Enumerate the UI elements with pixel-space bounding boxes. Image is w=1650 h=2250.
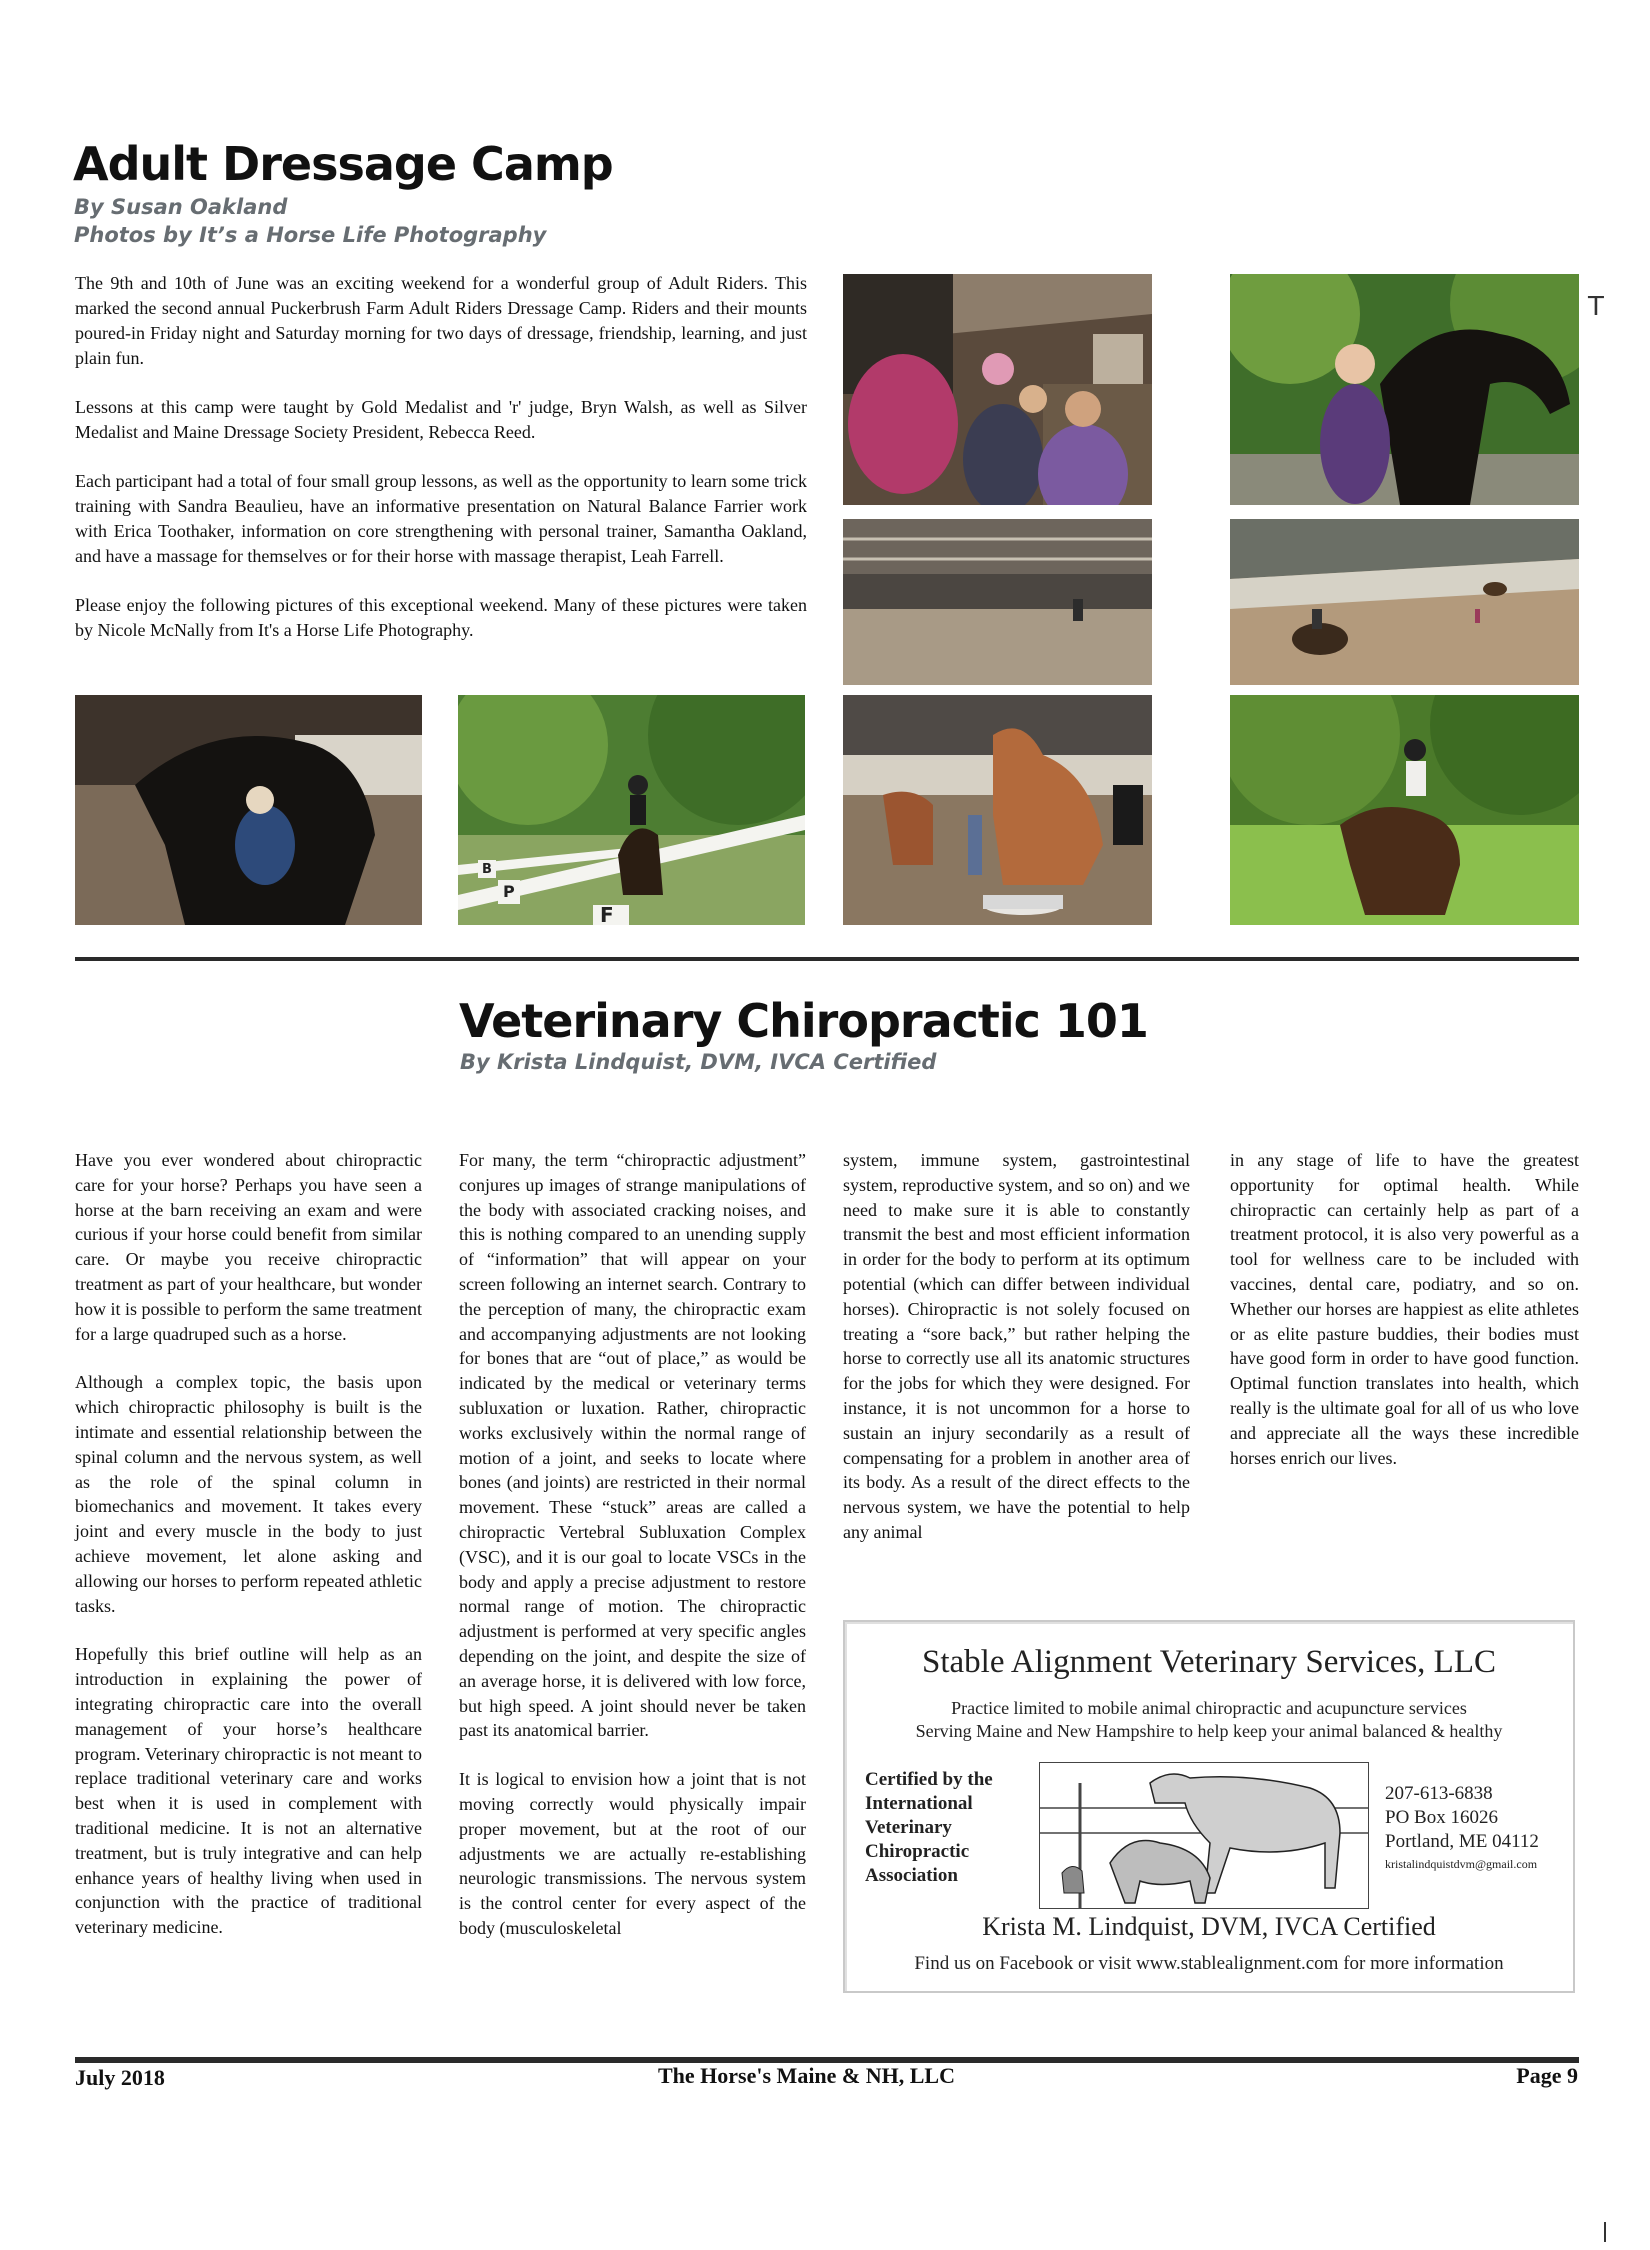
footer-publication: The Horse's Maine & NH, LLC	[658, 2063, 955, 2088]
ad-cert-line: Veterinary	[865, 1817, 952, 1838]
ad-certification	[865, 1768, 993, 1888]
ad-email: kristalindquistdvm@gmail.com	[1385, 1857, 1538, 1871]
ad-horse-dog-illustration	[1039, 1762, 1369, 1909]
section-divider	[75, 957, 1579, 961]
article2-paragraph: in any stage of life to have the greatest opportunity for optimal health. While chiropractic can certainly help as part of a treatment protocol, it is also very powerful as a tool for wellness care to be included with vaccines, dental care, podiatry, and so on. Whether our horses are happiest as elite athletes or as elite pasture buddies, their bodies must have good form in order to have good function. Optimal function translates into health, which really is the ultimate goal for all of us who love and appreciate all the ways these incredible horses enrich our lives.	[1230, 1150, 1579, 1468]
ad-phone: 207-613-6838	[1385, 1783, 1493, 1804]
footer-date: July 2018	[75, 2065, 165, 2090]
ad-region-line: Serving Maine and New Hampshire to help keep your animal balanced & healthy	[915, 1721, 1503, 1741]
ad-cert-line: Certified by the	[865, 1769, 993, 1790]
article2-column-2	[459, 1148, 806, 1965]
ad-company-name: Stable Alignment Veterinary Services, LLC	[921, 1644, 1497, 1680]
article2-paragraph: Have you ever wondered about chiropractic care for your horse? Perhaps you have seen a horse at the barn receiving an exam and were curious if your horse could benefit from similar care. Or maybe you receive chiropractic treatment as part of your healthcare, but wonder how it is possible to perform the same treatment for a large quadruped such as a horse.	[75, 1150, 422, 1344]
article2-title: Veterinary Chiropractic 101	[459, 994, 1148, 1048]
photo-arena-riders	[1230, 519, 1579, 685]
article1-paragraph: The 9th and 10th of June was an exciting weekend for a wonderful group of Adult Riders. This marked the second annual Puckerbrush Farm Adult Riders Dressage Camp. Riders and their mounts poured-in Friday night and Saturday morning for two days of dressage, friendship, learning, and just plain fun.	[75, 273, 807, 368]
article1-paragraph: Lessons at this camp were taught by Gold Medalist and 'r' judge, Bryn Walsh, as well as Silver Medalist and Maine Dressage Society President, Rebecca Reed.	[75, 397, 807, 442]
article1-body	[75, 271, 807, 667]
ad-pobox: PO Box 16026	[1385, 1807, 1498, 1828]
arena-letter: F	[600, 903, 614, 925]
arena-letter: B	[482, 862, 492, 877]
arena-letter: P	[503, 882, 515, 901]
ad-web-line: Find us on Facebook or visit www.stablealignment.com for more information	[914, 1953, 1504, 1974]
ad-city: Portland, ME 04112	[1385, 1831, 1539, 1852]
ad-services-line: Practice limited to mobile animal chiropractic and acupuncture services	[951, 1698, 1467, 1718]
ad-contact	[1385, 1782, 1539, 1874]
article2-column-4	[1230, 1148, 1579, 1494]
photo-indoor-arena-wide	[843, 519, 1152, 685]
ad-cert-line: International	[865, 1793, 973, 1814]
footer-page-number: Page 9	[1516, 2063, 1578, 2088]
ad-cert-line: Chiropractic	[865, 1841, 970, 1862]
article2-column-3	[843, 1148, 1190, 1569]
article1-paragraph: Please enjoy the following pictures of this exceptional weekend. Many of these pictures were taken by Nicole McNally from It's a Horse Life Photography.	[75, 595, 807, 640]
article2-paragraph: system, immune system, gastrointestinal system, reproductive system, and so on) and we need to make sure it is able to constantly transmit the best and most efficient information in order for the body to perform at its optimum potential (which can differ between individual horses). Chiropractic is not solely focused on treating a “sore back,” but rather helping the horse to correctly use all its anatomic structures for the jobs for which they were designed. For instance, it is not uncommon for a horse to sustain an injury secondarily as a result of compensating for a problem in another area of its body. As a result of the direct effects to the nervous system, we have the potential to help any animal	[843, 1150, 1190, 1542]
article2-paragraph: It is logical to envision how a joint that is not moving correctly would physically impair proper movement, but at the root of our adjustments we are actually re-establishing neurologic transmissions. The nervous system is the control center for every aspect of the body (musculoskeletal	[459, 1769, 806, 1938]
margin-mark: T	[1588, 292, 1604, 322]
photo-woman-dark-horse	[1230, 274, 1579, 505]
article2-paragraph: Although a complex topic, the basis upon which chiropractic philosophy is built is the intimate and essential relationship between the spinal column and the nervous system, as well as the role of the spinal column in biomechanics and movement. It takes every joint and every muscle in the body to just achieve movement, let alone asking and allowing our horses to perform repeated athletic tasks.	[75, 1372, 422, 1616]
article2-author: By Krista Lindquist, DVM, IVCA Certified	[460, 1050, 937, 1074]
article1-photo-credit: Photos by It’s a Horse Life Photography	[74, 223, 547, 247]
photo-riders-seated	[843, 274, 1152, 505]
article1-title: Adult Dressage Camp	[73, 137, 613, 191]
ad-cert-line: Association	[865, 1865, 958, 1886]
article2-paragraph: For many, the term “chiropractic adjustment” conjures up images of strange manipulations of the body with associated cracking noises, and this is nothing compared to an unending supply of “information” that will appear on your screen following an internet search. Contrary to the perception of many, the chiropractic exam and accompanying adjustments are not looking for bones that are “out of place,” as would be indicated by the medical or veterinary terms subluxation or luxation. Rather, chiropractic works exclusively within the normal range of motion of a joint, and seeks to locate where bones (and joints) are restricted in their normal movement. These “stuck” areas are called a chiropractic Vertebral Subluxation Complex (VSC), and it is our goal to locate VSCs in the body and apply a precise adjustment to restore normal range of motion. The chiropractic adjustment is performed at very specific angles depending on the joint, and despite the size of an average horse, it is delivered with low force, but high speed. A joint should never be taken past its anatomical barrier.	[459, 1150, 806, 1741]
article2-paragraph: Hopefully this brief outline will help as an introduction in explaining the power of integrating chiropractic care into the overall management of your horse’s healthcare program. Veterinary chiropractic is not meant to replace traditional veterinary care and works best when it is used in complement with traditional medicine. It is not an alternative treatment, but is truly integrative and can help enhance years of healthy living when used in conjunction with the practice of traditional veterinary medicine.	[75, 1644, 422, 1938]
stable-alignment-ad	[843, 1620, 1575, 1993]
article2-column-1	[75, 1148, 422, 1964]
photo-rider-outdoor-ring	[458, 695, 805, 925]
article1-author: By Susan Oakland	[74, 195, 288, 219]
article1-paragraph: Each participant had a total of four small group lessons, as well as the opportunity to learn some trick training with Sandra Beaulieu, have an informative presentation on Natural Balance Farrier work with Erica Toothaker, information on core strengthening with personal trainer, Samantha Oakland, and have a massage for themselves or for their horse with massage therapist, Leah Farrell.	[75, 471, 807, 566]
crop-mark	[1604, 2222, 1606, 2242]
ad-doctor-name: Krista M. Lindquist, DVM, IVCA Certified	[982, 1912, 1436, 1941]
photo-farrier-horse	[75, 695, 422, 925]
photo-horse-pedestal	[843, 695, 1152, 925]
photo-rider-grass	[1230, 695, 1579, 925]
